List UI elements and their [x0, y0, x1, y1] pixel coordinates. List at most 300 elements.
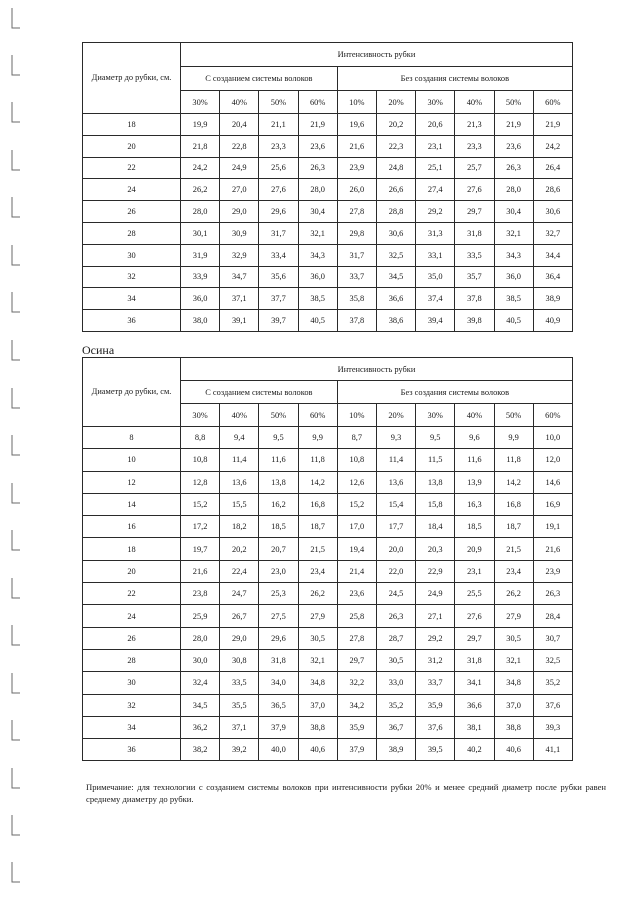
value-cell: 20,6	[416, 114, 455, 136]
pct-header: 60%	[533, 404, 572, 427]
table-row	[83, 605, 573, 627]
value-cell: 40,0	[259, 739, 298, 761]
value-cell: 37,8	[337, 310, 376, 332]
aspen-diameter-table	[82, 357, 573, 761]
value-cell: 30,8	[220, 649, 259, 671]
value-cell: 37,4	[416, 288, 455, 310]
value-cell: 21,9	[494, 114, 533, 136]
value-cell: 23,9	[337, 157, 376, 179]
value-cell: 16,2	[259, 493, 298, 515]
value-cell: 35,8	[337, 288, 376, 310]
value-cell: 25,3	[259, 583, 298, 605]
value-cell: 21,9	[533, 114, 572, 136]
value-cell: 40,6	[298, 739, 337, 761]
value-cell: 23,6	[494, 135, 533, 157]
value-cell: 33,4	[259, 244, 298, 266]
value-cell: 35,6	[259, 266, 298, 288]
value-cell: 21,4	[337, 560, 376, 582]
table-row	[83, 627, 573, 649]
value-cell: 37,8	[455, 288, 494, 310]
value-cell: 12,0	[533, 449, 572, 471]
pct-header: 10%	[337, 404, 376, 427]
pct-header: 60%	[298, 91, 337, 114]
value-cell: 32,1	[298, 649, 337, 671]
value-cell: 33,1	[416, 244, 455, 266]
value-cell: 28,0	[181, 627, 220, 649]
value-cell: 24,5	[376, 583, 415, 605]
table-row	[83, 716, 573, 738]
value-cell: 36,0	[494, 266, 533, 288]
value-cell: 40,6	[494, 739, 533, 761]
value-cell: 30,5	[376, 649, 415, 671]
value-cell: 37,1	[220, 716, 259, 738]
value-cell: 11,8	[298, 449, 337, 471]
value-cell: 26,3	[376, 605, 415, 627]
value-cell: 27,6	[259, 179, 298, 201]
value-cell: 23,1	[455, 560, 494, 582]
table-row	[83, 427, 573, 449]
value-cell: 22,4	[220, 560, 259, 582]
value-cell: 20,9	[455, 538, 494, 560]
value-cell: 39,4	[416, 310, 455, 332]
diameter-cell: 30	[83, 672, 181, 694]
value-cell: 27,9	[494, 605, 533, 627]
value-cell: 11,6	[259, 449, 298, 471]
value-cell: 10,0	[533, 427, 572, 449]
scan-edge-marks-graphic	[2, 0, 22, 905]
value-cell: 15,5	[220, 493, 259, 515]
value-cell: 20,3	[416, 538, 455, 560]
value-cell: 39,8	[455, 310, 494, 332]
pct-header: 30%	[181, 404, 220, 427]
value-cell: 24,7	[220, 583, 259, 605]
value-cell: 33,7	[337, 266, 376, 288]
value-cell: 34,7	[220, 266, 259, 288]
group-with-skid-trails: С созданием системы волоков	[181, 381, 338, 404]
value-cell: 20,2	[376, 114, 415, 136]
value-cell: 28,0	[494, 179, 533, 201]
value-cell: 39,3	[533, 716, 572, 738]
diameter-cell: 18	[83, 538, 181, 560]
value-cell: 35,2	[533, 672, 572, 694]
value-cell: 29,2	[416, 201, 455, 223]
value-cell: 24,9	[220, 157, 259, 179]
value-cell: 14,6	[533, 471, 572, 493]
value-cell: 22,3	[376, 135, 415, 157]
value-cell: 27,1	[416, 605, 455, 627]
value-cell: 21,6	[181, 560, 220, 582]
value-cell: 34,4	[533, 244, 572, 266]
value-cell: 33,0	[376, 672, 415, 694]
table-row	[83, 114, 573, 136]
table-row	[83, 288, 573, 310]
value-cell: 13,8	[259, 471, 298, 493]
table-row	[83, 266, 573, 288]
value-cell: 33,9	[181, 266, 220, 288]
diameter-cell: 14	[83, 493, 181, 515]
value-cell: 24,9	[416, 583, 455, 605]
intensity-header: Интенсивность рубки	[181, 43, 573, 67]
group-without-skid-trails: Без создания системы волоков	[337, 67, 572, 91]
value-cell: 40,2	[455, 739, 494, 761]
value-cell: 18,7	[494, 516, 533, 538]
table-row	[83, 471, 573, 493]
value-cell: 13,6	[220, 471, 259, 493]
value-cell: 29,6	[259, 201, 298, 223]
value-cell: 39,7	[259, 310, 298, 332]
diameter-cell: 22	[83, 157, 181, 179]
value-cell: 19,7	[181, 538, 220, 560]
table-row	[83, 739, 573, 761]
value-cell: 30,5	[494, 627, 533, 649]
table-row	[83, 310, 573, 332]
value-cell: 32,2	[337, 672, 376, 694]
pct-header: 50%	[259, 91, 298, 114]
table-row	[83, 583, 573, 605]
value-cell: 8,7	[337, 427, 376, 449]
value-cell: 19,4	[337, 538, 376, 560]
value-cell: 33,5	[220, 672, 259, 694]
value-cell: 41,1	[533, 739, 572, 761]
pct-header: 50%	[259, 404, 298, 427]
value-cell: 40,5	[494, 310, 533, 332]
diameter-cell: 8	[83, 427, 181, 449]
value-cell: 9,9	[298, 427, 337, 449]
value-cell: 36,5	[259, 694, 298, 716]
value-cell: 38,5	[298, 288, 337, 310]
table-row	[83, 493, 573, 515]
table-row	[83, 201, 573, 223]
value-cell: 31,3	[416, 222, 455, 244]
value-cell: 29,0	[220, 627, 259, 649]
value-cell: 30,4	[494, 201, 533, 223]
value-cell: 9,6	[455, 427, 494, 449]
value-cell: 16,3	[455, 493, 494, 515]
value-cell: 12,6	[337, 471, 376, 493]
value-cell: 31,8	[455, 222, 494, 244]
value-cell: 11,4	[220, 449, 259, 471]
value-cell: 19,1	[533, 516, 572, 538]
value-cell: 21,5	[298, 538, 337, 560]
diameter-cell: 36	[83, 310, 181, 332]
pct-header: 50%	[494, 91, 533, 114]
binding-edge-marks	[2, 0, 22, 905]
value-cell: 31,8	[259, 649, 298, 671]
value-cell: 10,8	[181, 449, 220, 471]
pct-header: 30%	[416, 91, 455, 114]
value-cell: 28,7	[376, 627, 415, 649]
value-cell: 40,5	[298, 310, 337, 332]
value-cell: 27,0	[220, 179, 259, 201]
value-cell: 21,8	[181, 135, 220, 157]
value-cell: 38,8	[494, 716, 533, 738]
pct-header: 60%	[533, 91, 572, 114]
value-cell: 11,5	[416, 449, 455, 471]
diameter-cell: 32	[83, 694, 181, 716]
value-cell: 8,8	[181, 427, 220, 449]
value-cell: 28,4	[533, 605, 572, 627]
diameter-cell: 16	[83, 516, 181, 538]
value-cell: 12,8	[181, 471, 220, 493]
value-cell: 13,8	[416, 471, 455, 493]
value-cell: 20,4	[220, 114, 259, 136]
table-row	[83, 649, 573, 671]
value-cell: 38,5	[494, 288, 533, 310]
value-cell: 16,8	[494, 493, 533, 515]
value-cell: 26,2	[494, 583, 533, 605]
value-cell: 40,9	[533, 310, 572, 332]
value-cell: 11,4	[376, 449, 415, 471]
value-cell: 27,8	[337, 201, 376, 223]
value-cell: 38,9	[376, 739, 415, 761]
value-cell: 31,2	[416, 649, 455, 671]
pct-header: 20%	[376, 91, 415, 114]
value-cell: 34,1	[455, 672, 494, 694]
value-cell: 32,9	[220, 244, 259, 266]
value-cell: 35,9	[337, 716, 376, 738]
value-cell: 32,5	[533, 649, 572, 671]
value-cell: 32,5	[376, 244, 415, 266]
table-row	[83, 135, 573, 157]
value-cell: 13,9	[455, 471, 494, 493]
diameter-cell: 18	[83, 114, 181, 136]
value-cell: 29,2	[416, 627, 455, 649]
pine-diameter-table	[82, 42, 573, 332]
value-cell: 37,7	[259, 288, 298, 310]
value-cell: 36,0	[181, 288, 220, 310]
value-cell: 13,6	[376, 471, 415, 493]
value-cell: 38,1	[455, 716, 494, 738]
value-cell: 30,1	[181, 222, 220, 244]
diameter-cell: 26	[83, 201, 181, 223]
value-cell: 36,4	[533, 266, 572, 288]
diameter-header: Диаметр до рубки, см.	[83, 43, 181, 114]
value-cell: 18,4	[416, 516, 455, 538]
diameter-cell: 30	[83, 244, 181, 266]
value-cell: 28,6	[533, 179, 572, 201]
value-cell: 35,7	[455, 266, 494, 288]
value-cell: 38,2	[181, 739, 220, 761]
value-cell: 9,9	[494, 427, 533, 449]
value-cell: 23,0	[259, 560, 298, 582]
value-cell: 23,6	[298, 135, 337, 157]
value-cell: 22,0	[376, 560, 415, 582]
value-cell: 23,8	[181, 583, 220, 605]
value-cell: 26,0	[337, 179, 376, 201]
value-cell: 33,7	[416, 672, 455, 694]
value-cell: 31,8	[455, 649, 494, 671]
value-cell: 16,8	[298, 493, 337, 515]
value-cell: 21,6	[337, 135, 376, 157]
value-cell: 25,7	[455, 157, 494, 179]
value-cell: 34,3	[298, 244, 337, 266]
value-cell: 21,1	[259, 114, 298, 136]
value-cell: 29,6	[259, 627, 298, 649]
value-cell: 28,8	[376, 201, 415, 223]
value-cell: 30,6	[533, 201, 572, 223]
value-cell: 23,4	[298, 560, 337, 582]
diameter-cell: 20	[83, 560, 181, 582]
value-cell: 22,9	[416, 560, 455, 582]
header-row-intensity	[83, 358, 573, 381]
value-cell: 26,3	[298, 157, 337, 179]
value-cell: 21,5	[494, 538, 533, 560]
value-cell: 35,9	[416, 694, 455, 716]
value-cell: 9,5	[259, 427, 298, 449]
value-cell: 27,8	[337, 627, 376, 649]
intensity-header: Интенсивность рубки	[181, 358, 573, 381]
diameter-cell: 24	[83, 605, 181, 627]
table-row	[83, 672, 573, 694]
value-cell: 23,6	[337, 583, 376, 605]
value-cell: 25,8	[337, 605, 376, 627]
value-cell: 34,5	[376, 266, 415, 288]
value-cell: 23,3	[455, 135, 494, 157]
value-cell: 29,7	[455, 201, 494, 223]
pct-header: 40%	[220, 404, 259, 427]
value-cell: 27,6	[455, 179, 494, 201]
value-cell: 37,9	[337, 739, 376, 761]
value-cell: 38,8	[298, 716, 337, 738]
pct-header: 30%	[416, 404, 455, 427]
value-cell: 15,8	[416, 493, 455, 515]
diameter-cell: 28	[83, 222, 181, 244]
diameter-cell: 36	[83, 739, 181, 761]
value-cell: 24,8	[376, 157, 415, 179]
value-cell: 37,0	[298, 694, 337, 716]
value-cell: 31,7	[337, 244, 376, 266]
value-cell: 14,2	[298, 471, 337, 493]
value-cell: 25,6	[259, 157, 298, 179]
value-cell: 34,3	[494, 244, 533, 266]
value-cell: 38,6	[376, 310, 415, 332]
value-cell: 36,2	[181, 716, 220, 738]
value-cell: 27,5	[259, 605, 298, 627]
table-row	[83, 449, 573, 471]
value-cell: 15,4	[376, 493, 415, 515]
pct-header: 30%	[181, 91, 220, 114]
diameter-cell: 10	[83, 449, 181, 471]
value-cell: 18,5	[259, 516, 298, 538]
value-cell: 30,4	[298, 201, 337, 223]
diameter-cell: 28	[83, 649, 181, 671]
pct-header: 40%	[455, 91, 494, 114]
value-cell: 32,1	[494, 222, 533, 244]
diameter-cell: 26	[83, 627, 181, 649]
value-cell: 11,8	[494, 449, 533, 471]
value-cell: 26,6	[376, 179, 415, 201]
value-cell: 26,4	[533, 157, 572, 179]
value-cell: 39,2	[220, 739, 259, 761]
value-cell: 30,0	[181, 649, 220, 671]
value-cell: 20,7	[259, 538, 298, 560]
pct-header: 50%	[494, 404, 533, 427]
diameter-cell: 24	[83, 179, 181, 201]
value-cell: 18,7	[298, 516, 337, 538]
value-cell: 14,2	[494, 471, 533, 493]
diameter-cell: 34	[83, 716, 181, 738]
value-cell: 38,9	[533, 288, 572, 310]
value-cell: 25,9	[181, 605, 220, 627]
value-cell: 31,7	[259, 222, 298, 244]
value-cell: 29,0	[220, 201, 259, 223]
value-cell: 28,0	[181, 201, 220, 223]
value-cell: 20,2	[220, 538, 259, 560]
value-cell: 24,2	[181, 157, 220, 179]
value-cell: 37,1	[220, 288, 259, 310]
value-cell: 28,0	[298, 179, 337, 201]
value-cell: 17,2	[181, 516, 220, 538]
value-cell: 23,4	[494, 560, 533, 582]
table-row	[83, 560, 573, 582]
table-row	[83, 244, 573, 266]
value-cell: 34,8	[494, 672, 533, 694]
value-cell: 34,2	[337, 694, 376, 716]
table-row	[83, 157, 573, 179]
value-cell: 20,0	[376, 538, 415, 560]
table-row	[83, 179, 573, 201]
value-cell: 26,3	[494, 157, 533, 179]
value-cell: 35,5	[220, 694, 259, 716]
value-cell: 26,2	[181, 179, 220, 201]
footnote: Примечание: для технологии с созданием системы волоков при интенсивности рубки 20% и менее средний диаметр после рубки равен среднему диаметру до рубки.	[86, 782, 606, 804]
value-cell: 26,7	[220, 605, 259, 627]
diameter-cell: 34	[83, 288, 181, 310]
value-cell: 35,0	[416, 266, 455, 288]
value-cell: 11,6	[455, 449, 494, 471]
value-cell: 16,9	[533, 493, 572, 515]
table-row	[83, 538, 573, 560]
pct-header: 60%	[298, 404, 337, 427]
value-cell: 17,0	[337, 516, 376, 538]
pct-header: 40%	[220, 91, 259, 114]
value-cell: 25,5	[455, 583, 494, 605]
table-row	[83, 222, 573, 244]
value-cell: 38,0	[181, 310, 220, 332]
value-cell: 39,1	[220, 310, 259, 332]
value-cell: 27,6	[455, 605, 494, 627]
group-without-skid-trails: Без создания системы волоков	[337, 381, 572, 404]
value-cell: 31,9	[181, 244, 220, 266]
value-cell: 32,7	[533, 222, 572, 244]
value-cell: 21,9	[298, 114, 337, 136]
value-cell: 32,1	[494, 649, 533, 671]
value-cell: 33,5	[455, 244, 494, 266]
value-cell: 26,2	[298, 583, 337, 605]
value-cell: 37,6	[533, 694, 572, 716]
value-cell: 30,6	[376, 222, 415, 244]
pine-table-body	[83, 43, 573, 332]
value-cell: 15,2	[337, 493, 376, 515]
value-cell: 36,6	[376, 288, 415, 310]
aspen-section-title: Осина	[82, 343, 115, 357]
value-cell: 27,4	[416, 179, 455, 201]
value-cell: 21,3	[455, 114, 494, 136]
value-cell: 26,3	[533, 583, 572, 605]
pct-header: 40%	[455, 404, 494, 427]
value-cell: 34,0	[259, 672, 298, 694]
value-cell: 15,2	[181, 493, 220, 515]
value-cell: 21,6	[533, 538, 572, 560]
diameter-cell: 22	[83, 583, 181, 605]
value-cell: 36,0	[298, 266, 337, 288]
value-cell: 9,3	[376, 427, 415, 449]
aspen-table-body	[83, 358, 573, 761]
group-with-skid-trails: С созданием системы волоков	[181, 67, 338, 91]
value-cell: 29,7	[455, 627, 494, 649]
value-cell: 25,1	[416, 157, 455, 179]
value-cell: 34,8	[298, 672, 337, 694]
